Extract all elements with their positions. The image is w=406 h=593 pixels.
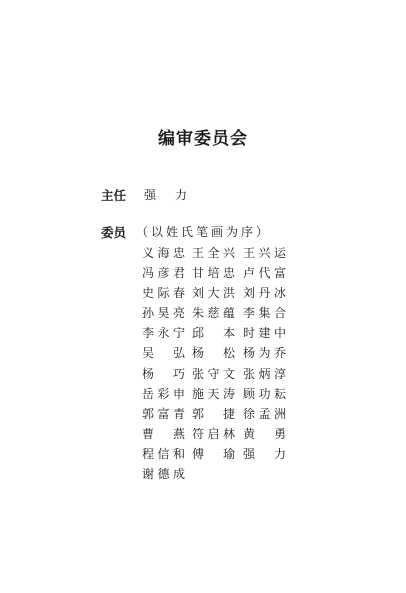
members-order-note: （以姓氏笔画为序）: [136, 225, 272, 239]
member-name: 刘 丹 冰: [243, 286, 286, 301]
member-name: 杨 松: [192, 346, 235, 361]
member-name: 符 启 林: [192, 426, 235, 441]
member-name: 王 全 兴: [192, 246, 235, 260]
member-name: 义 海 忠: [142, 246, 185, 260]
member-name: 徐 孟 洲: [243, 406, 286, 421]
member-name: 杨 巧: [142, 366, 185, 381]
member-name: 杨 为 乔: [243, 346, 286, 361]
member-name: 李 集 合: [243, 306, 286, 321]
member-name: 孙 昊 亮: [142, 306, 185, 321]
member-name: 郭 捷: [192, 406, 235, 421]
member-name: 强 力: [243, 446, 286, 461]
member-name: 岳 彩 申: [142, 386, 185, 401]
member-name: 谢 德 成: [142, 467, 185, 482]
members-label: 委员: [101, 225, 127, 240]
member-name: 李 永 宁: [142, 326, 185, 341]
member-name: 张 炳 淳: [243, 366, 286, 381]
page-title: 编审委员会: [158, 129, 248, 149]
member-name: 程 信 和: [142, 446, 185, 461]
member-name: 朱 慈 蕴: [192, 306, 235, 321]
chair-label: 主任: [101, 188, 127, 203]
chair-name: 强力: [144, 188, 207, 202]
member-name: 曹 燕: [142, 426, 185, 441]
member-name: 黄 勇: [243, 426, 286, 441]
member-name: 时 建 中: [243, 326, 286, 341]
member-name: 刘 大 洪: [192, 286, 235, 301]
member-name: 施 天 涛: [192, 386, 235, 401]
member-name: 甘 培 忠: [192, 266, 235, 281]
member-name: 郭 富 青: [142, 406, 185, 421]
member-name: 张 守 文: [192, 366, 235, 381]
member-name: 冯 彦 君: [142, 266, 185, 281]
member-name: 卢 代 富: [243, 266, 286, 281]
member-name-list: [142, 243, 293, 484]
member-name: 王 兴 运: [243, 246, 286, 260]
member-name: 吴 弘: [142, 346, 185, 361]
member-name: 傅 瑜: [192, 446, 235, 461]
member-name: 顾 功 耘: [243, 386, 286, 401]
member-name: 史 际 春: [142, 286, 185, 301]
member-name: 邱 本: [192, 326, 235, 341]
